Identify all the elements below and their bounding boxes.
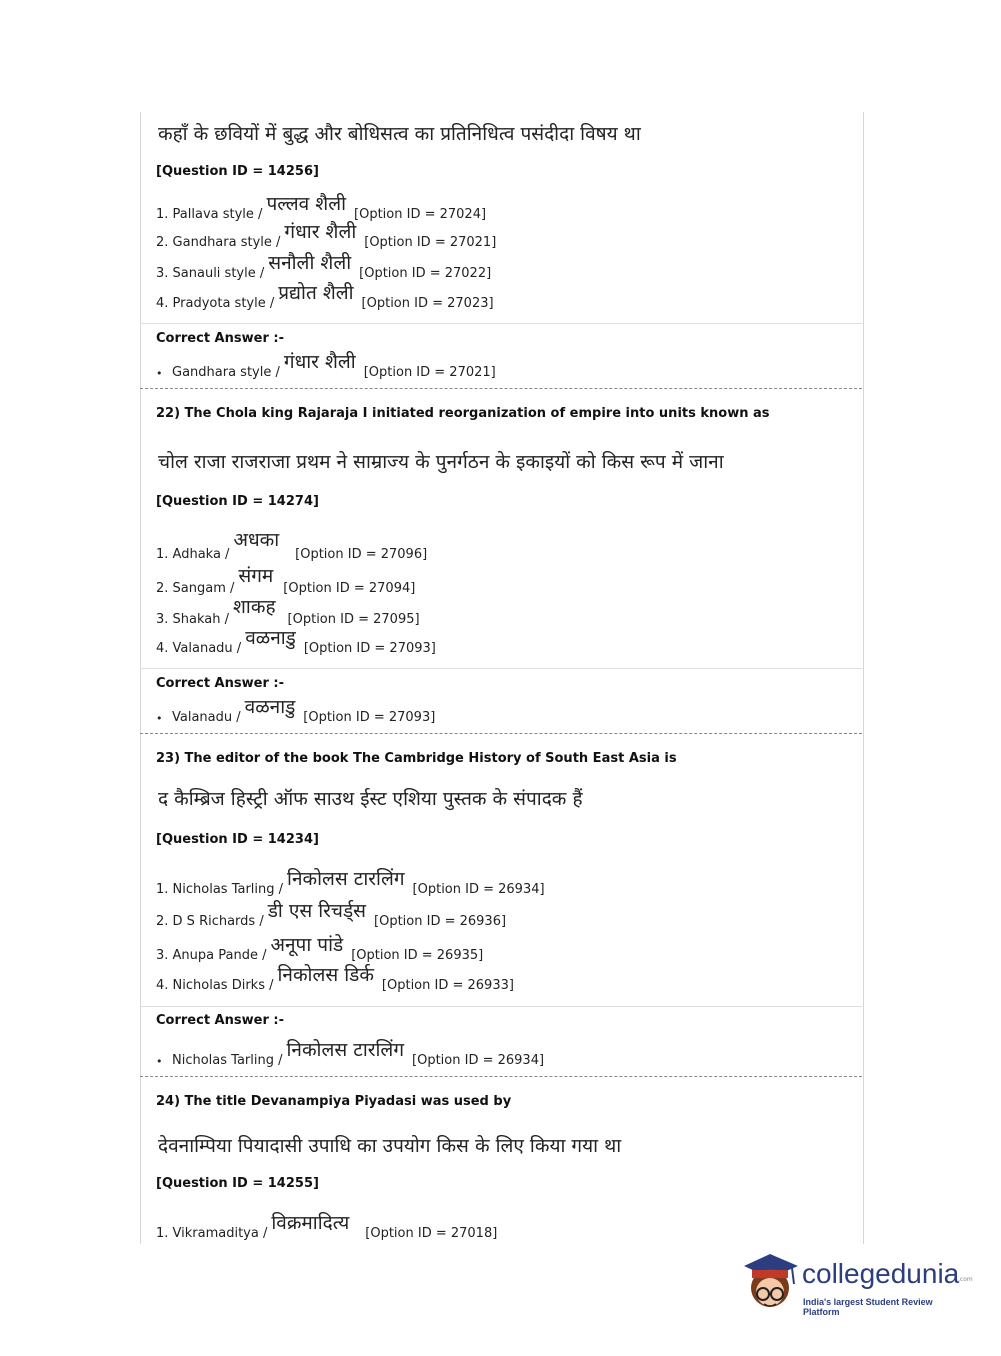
q23-option-1 <box>156 868 545 897</box>
option-id: [Option ID = 27023] <box>361 296 494 311</box>
answer-option-id: [Option ID = 27021] <box>363 365 496 380</box>
option-hindi: वळनाडु <box>245 627 296 649</box>
logo-tagline: India's largest Student Review Platform <box>803 1297 933 1317</box>
q22-question-id: [Question ID = 14274] <box>156 494 319 509</box>
bullet-icon: • <box>156 1055 163 1068</box>
q24-question-id: [Question ID = 14255] <box>156 1176 319 1191</box>
option-hindi: सनौली शैली <box>268 252 352 274</box>
question-separator <box>140 733 862 734</box>
answer-option-id: [Option ID = 26934] <box>412 1053 545 1068</box>
q21-hindi-text: कहाँ के छवियों में बुद्ध और बोधिसत्व का प्रतिनिधित्व पसंदीदा विषय था <box>158 123 641 145</box>
q21-question-id: [Question ID = 14256] <box>156 164 319 179</box>
option-label: 1. Adhaka / <box>156 547 230 562</box>
logo-mascot-icon <box>740 1250 802 1320</box>
divider <box>140 1006 862 1007</box>
option-id: [Option ID = 27018] <box>365 1226 498 1241</box>
q23-option-2 <box>156 900 507 929</box>
q22-hindi-text: चोल राजा राजराजा प्रथम ने साम्राज्य के पुनर्गठन के इकाइयों को किस रूप में जाना <box>158 451 724 473</box>
option-hindi: अनूपा पांडे <box>270 934 344 956</box>
answer-label: Nicholas Tarling / <box>172 1053 283 1068</box>
q22-correct-answer <box>156 696 436 725</box>
answer-hindi: वळनाडु <box>244 696 296 718</box>
q21-option-2 <box>156 221 497 250</box>
option-id: [Option ID = 27093] <box>303 641 436 656</box>
bullet-icon: • <box>156 367 163 380</box>
q23-option-3 <box>156 934 484 963</box>
question-separator <box>140 1076 862 1077</box>
answer-label: Valanadu / <box>172 710 241 725</box>
option-hindi: संगम <box>238 565 274 587</box>
option-label: 3. Sanauli style / <box>156 266 265 281</box>
q22-option-1 <box>156 529 428 562</box>
option-label: 4. Valanadu / <box>156 641 242 656</box>
option-hindi: गंधार शैली <box>284 221 357 243</box>
answer-hindi: निकोलस टारलिंग <box>286 1039 405 1061</box>
option-id: [Option ID = 26936] <box>374 914 507 929</box>
q21-option-3 <box>156 252 492 281</box>
q23-correct-answer-label: Correct Answer :- <box>156 1013 284 1028</box>
option-hindi: अधका <box>233 529 280 551</box>
option-id: [Option ID = 27095] <box>287 612 420 627</box>
option-id: [Option ID = 26934] <box>412 882 545 897</box>
q23-question-id: [Question ID = 14234] <box>156 832 319 847</box>
option-label: 4. Pradyota style / <box>156 296 275 311</box>
option-id: [Option ID = 27094] <box>283 581 416 596</box>
option-label: 4. Nicholas Dirks / <box>156 978 274 993</box>
logo-wordmark: collegedunia <box>802 1258 960 1289</box>
option-label: 2. Sangam / <box>156 581 235 596</box>
question-separator <box>140 388 862 389</box>
q23-option-4 <box>156 964 514 993</box>
q22-correct-answer-label: Correct Answer :- <box>156 676 284 691</box>
option-label: 3. Shakah / <box>156 612 230 627</box>
q21-correct-answer-label: Correct Answer :- <box>156 331 284 346</box>
option-id: [Option ID = 26933] <box>381 978 514 993</box>
option-id: [Option ID = 27022] <box>359 266 492 281</box>
option-hindi: पल्लव शैली <box>266 193 347 215</box>
collegedunia-logo[interactable] <box>740 1250 973 1320</box>
option-id: [Option ID = 27024] <box>354 207 487 222</box>
option-hindi: शाकह <box>233 596 276 618</box>
q22-option-2 <box>156 565 416 596</box>
option-id: [Option ID = 27096] <box>295 547 428 562</box>
bullet-icon: • <box>156 712 163 725</box>
option-label: 1. Nicholas Tarling / <box>156 882 284 897</box>
option-label: 2. Gandhara style / <box>156 235 281 250</box>
option-hindi: प्रद्योत शैली <box>278 282 354 304</box>
q23-correct-answer <box>156 1039 545 1068</box>
q21-option-4 <box>156 282 494 311</box>
option-id: [Option ID = 27021] <box>364 235 497 250</box>
option-label: 1. Vikramaditya / <box>156 1226 268 1241</box>
option-id: [Option ID = 26935] <box>351 948 484 963</box>
answer-hindi: गंधार शैली <box>283 351 356 373</box>
q22-heading: 22) The Chola king Rajaraja I initiated reorganization of empire into units known as <box>156 406 770 421</box>
q24-heading: 24) The title Devanampiya Piyadasi was used by <box>156 1094 512 1109</box>
option-hindi: विक्रमादित्य <box>271 1212 350 1234</box>
q24-option-1 <box>156 1212 498 1241</box>
option-label: 1. Pallava style / <box>156 207 263 222</box>
option-label: 3. Anupa Pande / <box>156 948 267 963</box>
divider <box>140 668 862 669</box>
answer-label: Gandhara style / <box>172 365 280 380</box>
option-hindi: डी एस रिचर्ड्स <box>267 900 367 922</box>
divider <box>140 323 862 324</box>
logo-domain-suffix: .com <box>958 1276 973 1283</box>
option-hindi: निकोलस डिर्क <box>277 964 374 986</box>
q23-hindi-text: द कैम्ब्रिज हिस्ट्री ऑफ साउथ ईस्ट एशिया पुस्तक के संपादक हैं <box>158 788 583 810</box>
answer-option-id: [Option ID = 27093] <box>303 710 436 725</box>
q24-hindi-text: देवनाम्पिया पियादासी उपाधि का उपयोग किस के लिए किया गया था <box>158 1135 622 1157</box>
option-label: 2. D S Richards / <box>156 914 264 929</box>
q23-heading: 23) The editor of the book The Cambridge History of South East Asia is <box>156 751 677 766</box>
q22-option-4 <box>156 627 436 656</box>
q21-correct-answer <box>156 351 496 380</box>
option-hindi: निकोलस टारलिंग <box>287 868 405 890</box>
